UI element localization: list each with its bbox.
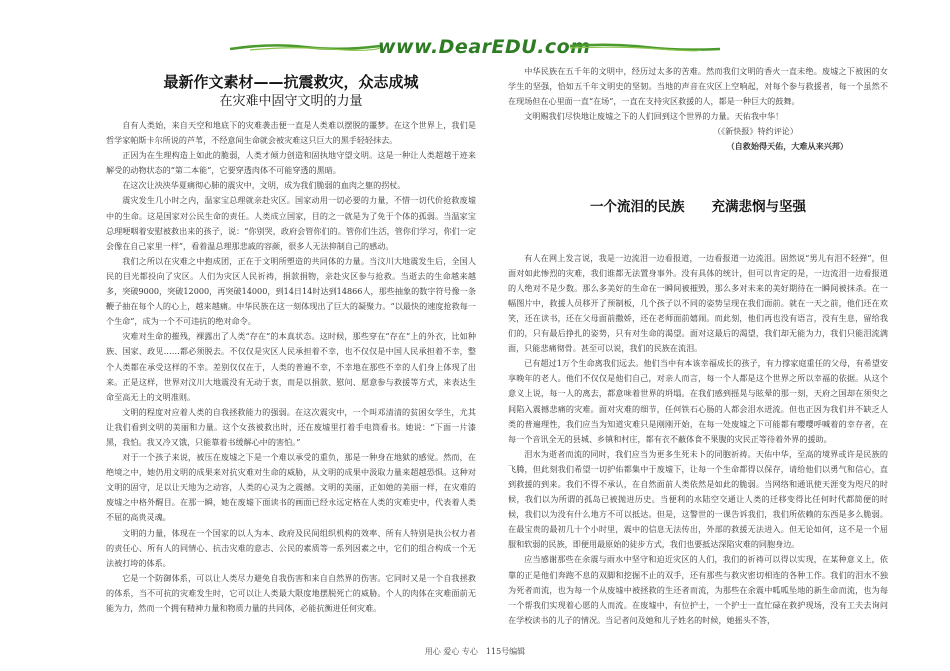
paragraph: 文明的力量，体现在一个国家的以人为本、政府及民间组织机构的效率、所有人特别是执公权力者的责任心、所有人的同情心、抗击灾难的意志、公民的素质等一系列因素之中，它们的组合构成一个无法被打垮的体系。 [106,527,476,568]
paragraph: 泪水为逝者而流的同时，我们应当为更多生死未卜的同胞祈祷。天佑中华，至高的境界或许是民族的飞腾，但此刻我们希望一切护佑都集中于废墟下，让每一个生命都得以保存，请给他们以勇气和信心，直到救援的到来。我们不得不承认，在自然面前人类依然是如此的脆弱。当网络和通讯使天涯变为咫尺的时候，我们以为所谓的孤岛已被抛进历史。当便利的水陆空交通让人类的迁移变得比任何时代都简便的时候，我们以为没有什么地方不可以抵达。但是，这警世的一课告诉我们，我们所依赖的东西是多么脆弱。在最宝贵的最初几十个小时里，震中的信息无法传出，外部的救援无法进入。但无论如何，这不是一个屈服和软弱的民族，即便用最原始的徒步方式，我们也要抵达深陷灾难的同胞身边。 [508,448,888,550]
tagline: （自救始得天佑，大难从来兴邦） [726,141,848,152]
page-footer: 用心 爱心 专心 115号编辑 [424,647,526,656]
left-wave-decoration [230,42,380,52]
paragraph: 有人在网上发言说，我是一边流泪一边看报道，一边看报道一边流泪。固然说“男儿有泪不轻弹”，但面对如此惨烈的灾难，我们谁都无法置身事外。没有具体的统计，但可以肯定的是，一边流泪一边看报道的人绝对不是少数。那么多美好的生命在一瞬间被摧毁，那么多对未来的美好期待在一瞬间被抹杀。在一幅图片中，救援人员移开了预制板，几个孩子以不同的姿势呈现在我们面前。就在一天之前，他们还在欢笑，还在读书，还在父母面前撒娇，还在老师面前嬉闹。而此刻，他们再也没有语言，没有生息，留给我们的，只有最后挣扎的姿势，只有对生命的渴望。面对这最后的渴望，我们却无能为力，我们只能泪流满面，只能悲痛彻骨。甚至可以说，我们的民族在流泪。 [508,252,888,354]
source-credit: （《新快报》特约评论） [713,126,798,137]
paragraph: 自有人类始，来自天空和地底下的灾难袭击便一直是人类难以摆脱的噩梦。在这个世界上，我们是哲学家帕斯卡尔所说的芦苇，不经意间生命就会被灾难这只巨大的黑手轻轻抹去。 [106,120,476,146]
paragraph: 文明的程度对应着人类的自我拯救能力的强弱。在这次震灾中，一个叫邓清清的贫困女学生，尤其让我们看到文明的美丽和力量。这个女孩被救出时，还在废墟里打着手电筒看书。她说：“下面一片漆黑，我怕。我又冷又饿，只能靠着书缓解心中的害怕。” [106,406,476,447]
article-subtitle: 在灾难中固守文明的力量 [219,94,363,109]
paragraph: 震灾发生几小时之内，温家宝总理就亲赴灾区。国家动用一切必要的力量，不惜一切代价抢救废墟中的生命。这是国家对公民生命的责任。人类成立国家，目的之一就是为了免于个体的孤弱。当温家宝总理哽咽着安慰被救出来的孩子，说：“你别哭，政府会管你们的。管你们生活，管你们学习，你们一定会像在自己家里一样”，看着温总理那悲戚的容颜，很多人无法抑制自己的感动。 [106,195,476,251]
paragraph: 我们之所以在灾难之中抱成团，正在于文明所塑造的共同体的力量。当汶川大地震发生后，全国人民的目光都投向了灾区。人们为灾区人民祈祷，捐款捐物，亲赴灾区参与抢救。当逝去的生命越来越多，突破9000，突破12000，再突破14000，到14日14时达到14866人，那些抽象的数字符号像一条鞭子抽在每个人的心上，越来越痛。中华民族在这一刻体现出了巨大的凝聚力。“以最快的速度抢救每一个生命”，成为一个不可违抗的绝对命令。 [106,255,476,327]
paragraph: 在这次让泱泱华夏痛彻心肺的震灾中，文明，成为我们脆弱的血肉之躯的拐杖。 [122,180,406,191]
page-header [0,0,950,62]
paragraph: 已有超过1万个生命离我们远去。他们当中有本该幸福成长的孩子，有力撑家庭重任的父母，有希望安享晚年的老人。他们不仅仅是他们自己，对亲人而言，每一个人都是这个世界之所以幸福的依据。从这个意义上说，每一人的离去，都意味着世界的坍塌。在我们感到摇晃与眩晕的那一刻，天府之国却在须臾之间陷入震撼悲痛的灾难。面对灾难的细节，任何铁石心肠的人都会泪水迸流。但也正因为我们并不缺乏人类的普遍理性，我们应当为知道灾难只是刚刚开始，在每一处废墟之下可能都有嘤嘤呼喊着的幸存者，在每一个音讯全无的县城、乡镇和村庄，都有衣不蔽体食不果腹的灾民正等待着外界的援助。 [508,358,888,444]
paragraph: 文明赐我们尽快地让废墟之下的人们回到这个世界的力量。天佑我中华！ [524,111,784,122]
article-title: 最新作文素材——抗震救灾，众志成城 [163,73,419,91]
site-brand: www.DearEDU.com [378,36,591,58]
paragraph: 灾难对生命的摧残，裸露出了人类“存在”的本真状态。这时候，那些穿在“存在”上的外衣，比如种族、国家、政见……都必须脱去。不仅仅是灾区人民承担着不幸，也不仅仅是中国人民承担着不幸，整个人类都在承受这样的不幸。差别仅仅在于，人类的普遍不幸，不幸地在那些不幸的人们身上体现了出来。正是这样，世界对汶川大地震没有无动于衷，而是以捐款、慰问、愿意参与救援等方式，来表达生命至高无上的文明准则。 [106,331,476,402]
paragraph: 应当感谢那些在余震与雨水中坚守和迫近灾区的人们，我们的祈祷可以得以实现，在某种意义上，依靠的正是他们奔跑不息的双脚和挖掘不止的双手，还有那些与救灾密切相连的各种工作。我们的泪水不独为死者而流，也为每一个从废墟中被拯救的生还者而流，为那些在余震中呱呱坠地的新生命而流，也为每一个帮我们实现着心愿的人而流。在废墟中，有位护士，一个护士一直忙碌在救护现场，没有工夫去询问在学校读书的儿子的情况。当记者问及她和儿子姓名的时候，她摇头不答， [508,554,888,625]
paragraph: 对于一个孩子来说，被压在废墟之下是一个难以承受的重负，那是一种身在地狱的感觉。然而，在绝境之中，她仍用文明的成果来对抗灾难对生命的威胁，从文明的成果中汲取力量来超越恐惧。这种对文明的固守，足以让天地为之动容，人类的心灵为之震撼。文明的美丽，正如她的美丽一样，在灾难的废墟之中格外醒目。在那一瞬，她在废墟下面读书的画面已经永远定格在人类的灾难史中，代表着人类不屈的高贵灵魂。 [106,452,476,523]
second-article-title: 一个流泪的民族 充满悲悯与坚强 [590,198,806,215]
right-column [508,64,888,628]
paragraph: 它是一个防御体系，可以让人类尽力避免自我伤害和来自自然界的伤害。它同时又是一个自我拯救的体系，当不可抗的灾难发生时，它可以让人类最大限度地摆脱死亡的威胁。个人的肉体在灾难面前无能为力，然而一个拥有精神力量和物质力量的共同体，必能抗衡进任何灾难。 [106,572,476,613]
left-column [106,64,476,616]
paragraph: 正因为在生理构造上如此的脆弱，人类才倾力创造和固执地守望文明。这是一种让人类超越于迹来解受的动物状态的“第二本能”，它要穿透肉体不可能穿透的黑暗。 [106,150,476,176]
right-wave-decoration [570,42,720,52]
paragraph: 中华民族在五千年的文明中，经历过太多的苦难。然而我们文明的香火一直未绝。废墟之下被困的女学生的坚强，恰如五千年文明史的坚韧。当地的声音在灾区上空响起，对每个参与救援者，每一个虽然不在现场但在心里面一直“在场”，一直在支持灾区救援的人，都是一种巨大的鼓舞。 [508,66,888,107]
